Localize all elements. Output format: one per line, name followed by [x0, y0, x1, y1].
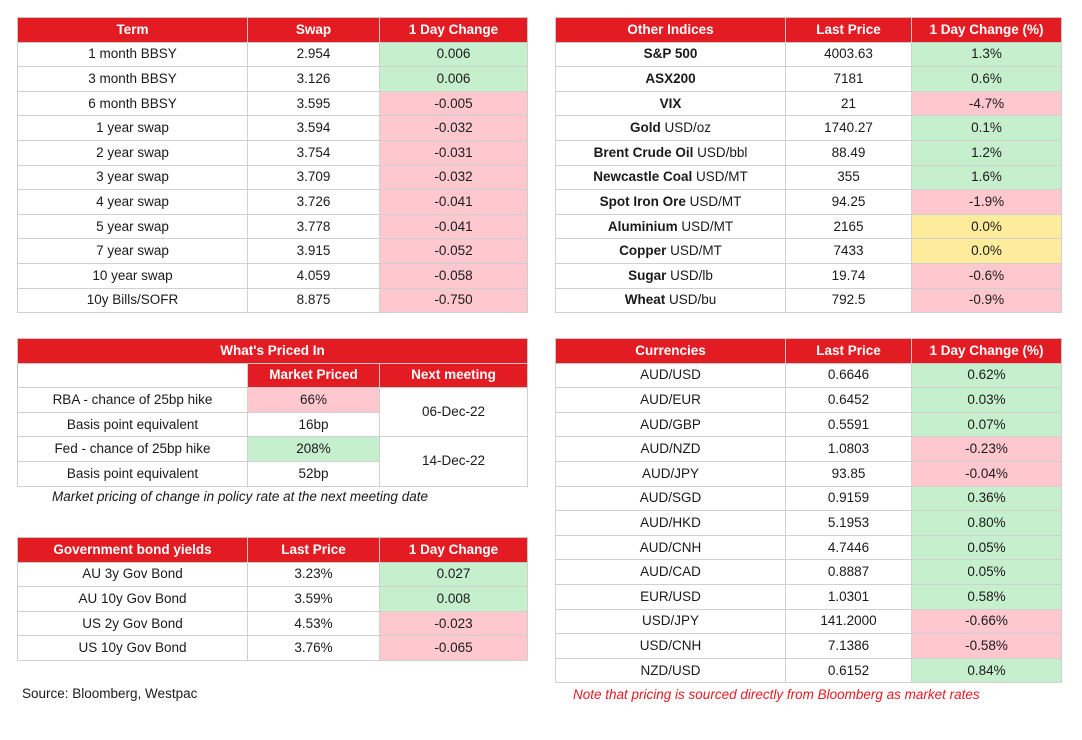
index-change: -0.6% [912, 263, 1062, 288]
table-row [556, 437, 1062, 462]
table-row [556, 486, 1062, 511]
table-row [18, 165, 528, 190]
currency-pair: NZD/USD [556, 658, 786, 683]
currency-change: 0.07% [912, 412, 1062, 437]
fx-header-row [556, 339, 1062, 364]
index-name [556, 116, 786, 141]
column-header-change: 1 Day Change [380, 538, 528, 563]
swap-term: 3 year swap [18, 165, 248, 190]
currency-pair: AUD/CNH [556, 535, 786, 560]
swap-value: 8.875 [248, 288, 380, 313]
index-unit: USD/bu [668, 292, 717, 308]
table-row [556, 116, 1062, 141]
currency-price: 1.0803 [786, 437, 912, 462]
swap-value: 3.754 [248, 140, 380, 165]
swap-change: -0.052 [380, 239, 528, 264]
swap-change: -0.031 [380, 140, 528, 165]
bond-change: 0.008 [380, 587, 528, 612]
index-change: -0.9% [912, 288, 1062, 313]
swap-change: 0.006 [380, 67, 528, 92]
table-row [556, 609, 1062, 634]
table-row [556, 412, 1062, 437]
next-meeting-date: 06-Dec-22 [380, 388, 528, 437]
table-row [18, 214, 528, 239]
swap-change: -0.032 [380, 116, 528, 141]
priced-label: Fed - chance of 25bp hike [18, 437, 248, 462]
swap-term: 5 year swap [18, 214, 248, 239]
currency-pair: EUR/USD [556, 584, 786, 609]
table-row [18, 42, 528, 67]
swap-change: -0.005 [380, 91, 528, 116]
table-row [556, 42, 1062, 67]
column-header-last-price: Last Price [248, 538, 380, 563]
index-name [556, 239, 786, 264]
index-change: 0.6% [912, 67, 1062, 92]
index-change: 1.3% [912, 42, 1062, 67]
priced-subheader-row [18, 363, 528, 388]
index-unit: USD/MT [670, 243, 722, 259]
whats-priced-in-table [17, 338, 528, 487]
index-price: 792.5 [786, 288, 912, 313]
priced-value: 66% [248, 388, 380, 413]
swap-value: 3.594 [248, 116, 380, 141]
bond-name: AU 3y Gov Bond [18, 562, 248, 587]
table-row [18, 239, 528, 264]
currency-price: 0.8887 [786, 560, 912, 585]
index-name-label: Aluminium [607, 218, 678, 234]
currency-pair: AUD/GBP [556, 412, 786, 437]
index-name-label: Sugar [628, 267, 667, 283]
swap-header-row [18, 18, 528, 43]
currency-pair: AUD/HKD [556, 511, 786, 536]
pricing-note: Note that pricing is sourced directly from Bloomberg as market rates [573, 687, 980, 702]
bond-name: US 2y Gov Bond [18, 611, 248, 636]
column-header-swap: Swap [248, 18, 380, 43]
table-row [556, 140, 1062, 165]
currency-pair: AUD/SGD [556, 486, 786, 511]
index-price: 88.49 [786, 140, 912, 165]
bond-price: 4.53% [248, 611, 380, 636]
table-row [556, 584, 1062, 609]
index-name-label: Brent Crude Oil [593, 144, 694, 160]
priced-subheader-blank [18, 363, 248, 388]
table-row [556, 165, 1062, 190]
index-change: 0.0% [912, 239, 1062, 264]
table-row [18, 91, 528, 116]
currency-change: -0.66% [912, 609, 1062, 634]
priced-caption: Market pricing of change in policy rate at the next meeting date [52, 489, 428, 504]
swap-value: 3.126 [248, 67, 380, 92]
table-row [556, 658, 1062, 683]
swap-change: -0.058 [380, 263, 528, 288]
index-price: 1740.27 [786, 116, 912, 141]
table-row [18, 611, 528, 636]
priced-title: What's Priced In [18, 339, 528, 364]
currency-change: 0.84% [912, 658, 1062, 683]
column-header-index: Other Indices [556, 18, 786, 43]
table-row [18, 67, 528, 92]
bond-price: 3.76% [248, 636, 380, 661]
index-name [556, 140, 786, 165]
column-header-next-meeting: Next meeting [380, 363, 528, 388]
index-name-label: Spot Iron Ore [599, 193, 686, 209]
index-change: -1.9% [912, 190, 1062, 215]
currency-change: 0.36% [912, 486, 1062, 511]
table-row [18, 190, 528, 215]
index-change: 1.2% [912, 140, 1062, 165]
index-unit: USD/bbl [697, 144, 748, 160]
table-row [556, 363, 1062, 388]
currency-change: 0.62% [912, 363, 1062, 388]
index-name [556, 214, 786, 239]
table-row [18, 562, 528, 587]
priced-value: 52bp [248, 461, 380, 486]
swap-change: -0.041 [380, 190, 528, 215]
bonds-header-row [18, 538, 528, 563]
index-price: 4003.63 [786, 42, 912, 67]
bond-price: 3.23% [248, 562, 380, 587]
bond-change: -0.023 [380, 611, 528, 636]
index-change: 0.1% [912, 116, 1062, 141]
index-price: 21 [786, 91, 912, 116]
priced-title-row [18, 339, 528, 364]
table-row [556, 560, 1062, 585]
priced-value: 16bp [248, 412, 380, 437]
table-row [556, 288, 1062, 313]
currency-price: 1.0301 [786, 584, 912, 609]
currency-price: 7.1386 [786, 634, 912, 659]
table-row [18, 288, 528, 313]
column-header-change-pct: 1 Day Change (%) [912, 18, 1062, 43]
index-unit: USD/oz [664, 120, 712, 136]
currency-pair: AUD/JPY [556, 461, 786, 486]
table-row [556, 190, 1062, 215]
swap-term: 1 year swap [18, 116, 248, 141]
index-name [556, 42, 786, 67]
next-meeting-date: 14-Dec-22 [380, 437, 528, 486]
index-price: 94.25 [786, 190, 912, 215]
index-name-label: ASX200 [645, 70, 696, 86]
table-row [18, 140, 528, 165]
currency-pair: USD/CNH [556, 634, 786, 659]
currency-change: 0.05% [912, 535, 1062, 560]
currency-pair: AUD/NZD [556, 437, 786, 462]
column-header-change: 1 Day Change [380, 18, 528, 43]
bond-price: 3.59% [248, 587, 380, 612]
index-name [556, 91, 786, 116]
bond-change: -0.065 [380, 636, 528, 661]
index-change: 0.0% [912, 214, 1062, 239]
table-row [18, 437, 528, 462]
currency-price: 4.7446 [786, 535, 912, 560]
column-header-last-price: Last Price [786, 339, 912, 364]
index-name-label: Wheat [624, 292, 666, 308]
index-price: 7433 [786, 239, 912, 264]
currency-price: 0.5591 [786, 412, 912, 437]
table-row [556, 239, 1062, 264]
currency-price: 93.85 [786, 461, 912, 486]
bond-name: AU 10y Gov Bond [18, 587, 248, 612]
bond-yields-table [17, 537, 528, 661]
index-name-label: VIX [659, 95, 682, 111]
swap-term: 3 month BBSY [18, 67, 248, 92]
index-name [556, 263, 786, 288]
swap-change: -0.750 [380, 288, 528, 313]
index-price: 355 [786, 165, 912, 190]
priced-label: Basis point equivalent [18, 412, 248, 437]
index-name [556, 190, 786, 215]
currency-price: 0.6152 [786, 658, 912, 683]
index-name-label: Gold [629, 120, 661, 136]
source-text: Source: Bloomberg, Westpac [22, 686, 198, 701]
table-row [18, 636, 528, 661]
index-name-label: Newcastle Coal [593, 169, 693, 185]
currency-price: 5.1953 [786, 511, 912, 536]
table-row [556, 461, 1062, 486]
swap-term: 7 year swap [18, 239, 248, 264]
currency-price: 0.6646 [786, 363, 912, 388]
table-row [556, 634, 1062, 659]
table-row [556, 511, 1062, 536]
column-header-currency: Currencies [556, 339, 786, 364]
indices-header-row [556, 18, 1062, 43]
currencies-table [555, 338, 1062, 683]
index-name [556, 288, 786, 313]
index-unit: USD/MT [689, 193, 742, 209]
swap-rates-table [17, 17, 528, 313]
column-header-change-pct: 1 Day Change (%) [912, 339, 1062, 364]
column-header-market-priced: Market Priced [248, 363, 380, 388]
table-row [556, 535, 1062, 560]
currency-change: -0.58% [912, 634, 1062, 659]
swap-term: 1 month BBSY [18, 42, 248, 67]
bond-change: 0.027 [380, 562, 528, 587]
index-price: 19.74 [786, 263, 912, 288]
currency-pair: AUD/CAD [556, 560, 786, 585]
index-price: 2165 [786, 214, 912, 239]
column-header-last-price: Last Price [786, 18, 912, 43]
currency-price: 0.6452 [786, 388, 912, 413]
index-unit: USD/MT [696, 169, 748, 185]
currency-change: 0.80% [912, 511, 1062, 536]
other-indices-table [555, 17, 1062, 313]
swap-term: 4 year swap [18, 190, 248, 215]
priced-label: RBA - chance of 25bp hike [18, 388, 248, 413]
swap-value: 3.726 [248, 190, 380, 215]
table-row [556, 91, 1062, 116]
swap-value: 3.709 [248, 165, 380, 190]
currency-pair: AUD/USD [556, 363, 786, 388]
table-row [18, 587, 528, 612]
swap-value: 3.778 [248, 214, 380, 239]
index-name-label: S&P 500 [643, 46, 698, 62]
currency-change: -0.23% [912, 437, 1062, 462]
swap-term: 10y Bills/SOFR [18, 288, 248, 313]
index-price: 7181 [786, 67, 912, 92]
priced-label: Basis point equivalent [18, 461, 248, 486]
swap-term: 10 year swap [18, 263, 248, 288]
index-change: 1.6% [912, 165, 1062, 190]
column-header-term: Term [18, 18, 248, 43]
swap-term: 2 year swap [18, 140, 248, 165]
swap-change: 0.006 [380, 42, 528, 67]
table-row [556, 214, 1062, 239]
table-row [18, 263, 528, 288]
table-row [18, 116, 528, 141]
currency-change: -0.04% [912, 461, 1062, 486]
column-header-bond: Government bond yields [18, 538, 248, 563]
currency-price: 141.2000 [786, 609, 912, 634]
table-row [18, 388, 528, 413]
table-row [556, 388, 1062, 413]
currency-change: 0.58% [912, 584, 1062, 609]
currency-change: 0.05% [912, 560, 1062, 585]
swap-value: 2.954 [248, 42, 380, 67]
table-row [556, 263, 1062, 288]
index-name-label: Copper [619, 243, 667, 259]
index-unit: USD/lb [670, 267, 713, 283]
swap-value: 3.915 [248, 239, 380, 264]
index-unit: USD/MT [681, 218, 734, 234]
currency-change: 0.03% [912, 388, 1062, 413]
swap-value: 3.595 [248, 91, 380, 116]
index-name [556, 67, 786, 92]
swap-term: 6 month BBSY [18, 91, 248, 116]
bond-name: US 10y Gov Bond [18, 636, 248, 661]
priced-value: 208% [248, 437, 380, 462]
currency-pair: USD/JPY [556, 609, 786, 634]
swap-change: -0.032 [380, 165, 528, 190]
currency-price: 0.9159 [786, 486, 912, 511]
index-change: -4.7% [912, 91, 1062, 116]
index-name [556, 165, 786, 190]
swap-value: 4.059 [248, 263, 380, 288]
currency-pair: AUD/EUR [556, 388, 786, 413]
swap-change: -0.041 [380, 214, 528, 239]
table-row [556, 67, 1062, 92]
